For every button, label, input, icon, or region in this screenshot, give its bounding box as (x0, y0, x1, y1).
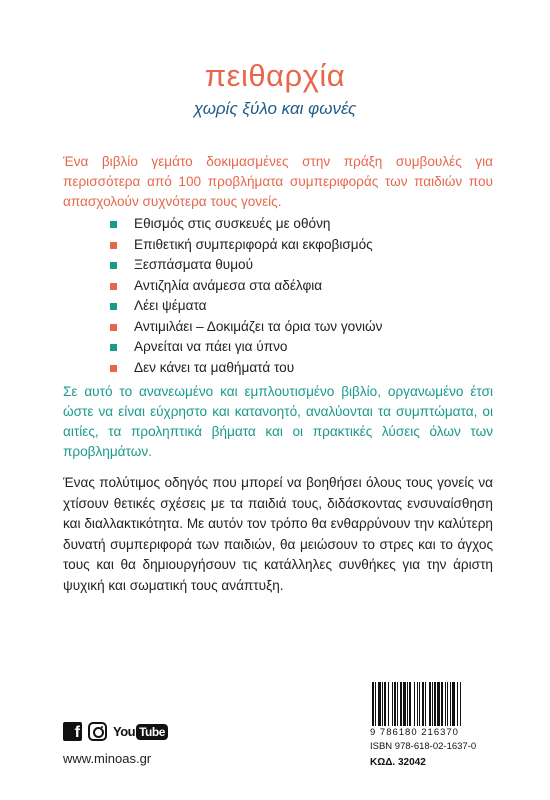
bullet-square-icon (110, 303, 117, 310)
bullet-square-icon (110, 324, 117, 331)
facebook-letter: f (74, 724, 80, 741)
barcode-icon (370, 682, 500, 726)
problem-list-label: Λέει ψέματα (134, 298, 207, 313)
isbn-text: ISBN 978-618-02-1637-0 (370, 741, 477, 752)
problem-list-label: Επιθετική συμπεριφορά και εκφοβισμός (134, 236, 373, 252)
social-icons (63, 722, 168, 741)
book-title: πειθαρχία (204, 58, 346, 93)
website-link[interactable]: www.minoas.gr (63, 751, 152, 766)
teal-paragraph: Σε αυτό το ανανεωμένο και εμπλουτισμένο βιβλίο, οργανωμένο έτσι ώστε να είναι εύχρηστο και κατανοητό, αναλύονται τα συμπτώματα, οι αιτίες, τα προληπτικά βήματα και οι πρακτικές λύσεις όλων των προβλημάτων. (63, 384, 493, 459)
youtube-tube: Tube (136, 724, 168, 740)
instagram-icon[interactable] (88, 722, 107, 741)
problem-list-label: Ξεσπάσματα θυμού (134, 257, 254, 272)
problem-list (110, 214, 382, 378)
product-code: ΚΩΔ. 32042 (370, 757, 426, 768)
barcode-block (370, 682, 500, 768)
problem-list-label: Αντιμιλάει – Δοκιμάζει τα όρια των γονιών (134, 318, 383, 334)
youtube-you: You (113, 724, 136, 739)
bullet-square-icon (110, 242, 117, 249)
intro-paragraph: Ένα βιβλίο γεμάτο δοκιμασμένες στην πράξη συμβουλές για περισσότερα από 100 προβλήματα συμπεριφοράς των παιδιών που απασχολούν συχνότερα τους γονείς. (63, 154, 493, 209)
youtube-icon[interactable] (113, 724, 168, 740)
bullet-square-icon (110, 283, 117, 290)
problem-list-item (110, 337, 382, 358)
book-subtitle: χωρίς ξύλο και φωνές (193, 99, 357, 118)
problem-list-item (110, 317, 382, 338)
problem-list-label: Δεν κάνει τα μαθήματά του (134, 359, 295, 375)
description-paragraph: Ένας πολύτιμος οδηγός που μπορεί να βοηθήσει όλους τους γονείς να χτίσουν θετικές σχέσεις με τα παιδιά τους, διδάσκοντας ενσυναίσθηση και διαλλακτικότητα. Με αυτόν τον τρόπο θα ενθαρρύνουν την καλύτερη δυνατή συμπεριφορά των παιδιών, θα μειώσουν το στρες και το άγχος τους και θα δημιουργήσουν τις κατάλληλες συνθήκες για την άριστη ψυχική και σωματική τους ανάπτυξη. (63, 475, 493, 593)
bullet-square-icon (110, 344, 117, 351)
problem-list-item (110, 276, 382, 297)
bullet-square-icon (110, 221, 117, 228)
problem-list-label: Αντιζηλία ανάμεσα στα αδέλφια (134, 277, 323, 293)
bullet-square-icon (110, 262, 117, 269)
problem-list-item (110, 255, 382, 276)
bullet-square-icon (110, 365, 117, 372)
barcode-number: 9 786180 216370 (370, 727, 459, 738)
problem-list-item (110, 214, 382, 235)
problem-list-item (110, 235, 382, 256)
facebook-icon[interactable] (63, 722, 82, 741)
problem-list-label: Εθισμός στις συσκευές με οθόνη (134, 216, 331, 231)
problem-list-item (110, 358, 382, 379)
problem-list-label: Αρνείται να πάει για ύπνο (134, 339, 288, 354)
problem-list-item (110, 296, 382, 317)
